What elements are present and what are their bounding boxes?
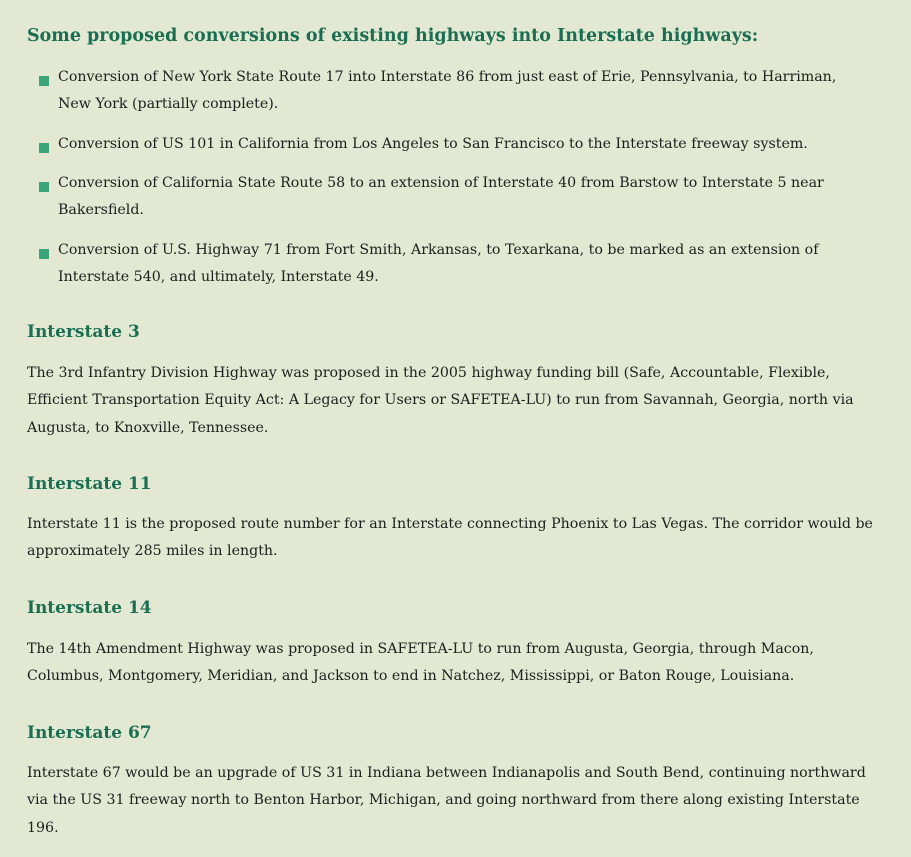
- intro-heading: Some proposed conversions of existing highways into Interstate highways:: [27, 26, 759, 46]
- list-item: [39, 243, 839, 291]
- section-heading-interstate-3: Interstate 3: [27, 322, 140, 342]
- section-heading-interstate-14: Interstate 14: [27, 598, 152, 618]
- section-body-interstate-3: The 3rd Infantry Division Highway was proposed in the 2005 highway funding bill (Safe, Accountable, Flexible, Efficient Transportation Equity Act: A Legacy for Users or SAFETEA-LU) to run from Savannah, Georgia, north via Augusta, to Knoxville, Tennessee.: [27, 365, 854, 436]
- list-item-text: Conversion of California State Route 58 to an extension of Interstate 40 from Barstow to Interstate 5 near Bakersfield.: [58, 175, 824, 218]
- list-item: [39, 137, 839, 158]
- list-item: [39, 176, 839, 224]
- list-item: [39, 70, 839, 118]
- square-bullet-icon: [39, 249, 49, 259]
- section-heading-interstate-67: Interstate 67: [27, 723, 152, 743]
- section-body-interstate-67: Interstate 67 would be an upgrade of US 31 in Indiana between Indianapolis and South Bend, continuing northward via the US 31 freeway north to Benton Harbor, Michigan, and going northward from there along existing Interstate 196.: [27, 765, 866, 836]
- square-bullet-icon: [39, 143, 49, 153]
- list-item-text: Conversion of US 101 in California from Los Angeles to San Francisco to the Interstate freeway system.: [58, 136, 808, 152]
- list-item-text: Conversion of New York State Route 17 into Interstate 86 from just east of Erie, Pennsylvania, to Harriman, New York (partially complete).: [58, 69, 837, 112]
- square-bullet-icon: [39, 76, 49, 86]
- section-body-interstate-14: The 14th Amendment Highway was proposed in SAFETEA-LU to run from Augusta, Georgia, through Macon, Columbus, Montgomery, Meridian, and Jackson to end in Natchez, Mississippi, or Baton Rouge, Louisiana.: [27, 641, 814, 685]
- list-item-text: Conversion of U.S. Highway 71 from Fort Smith, Arkansas, to Texarkana, to be marked as an extension of Interstate 540, and ultimately, Interstate 49.: [58, 242, 819, 285]
- square-bullet-icon: [39, 182, 49, 192]
- section-heading-interstate-11: Interstate 11: [27, 474, 152, 494]
- section-body-interstate-11: Interstate 11 is the proposed route number for an Interstate connecting Phoenix to Las Vegas. The corridor would be approximately 285 miles in length.: [27, 516, 873, 560]
